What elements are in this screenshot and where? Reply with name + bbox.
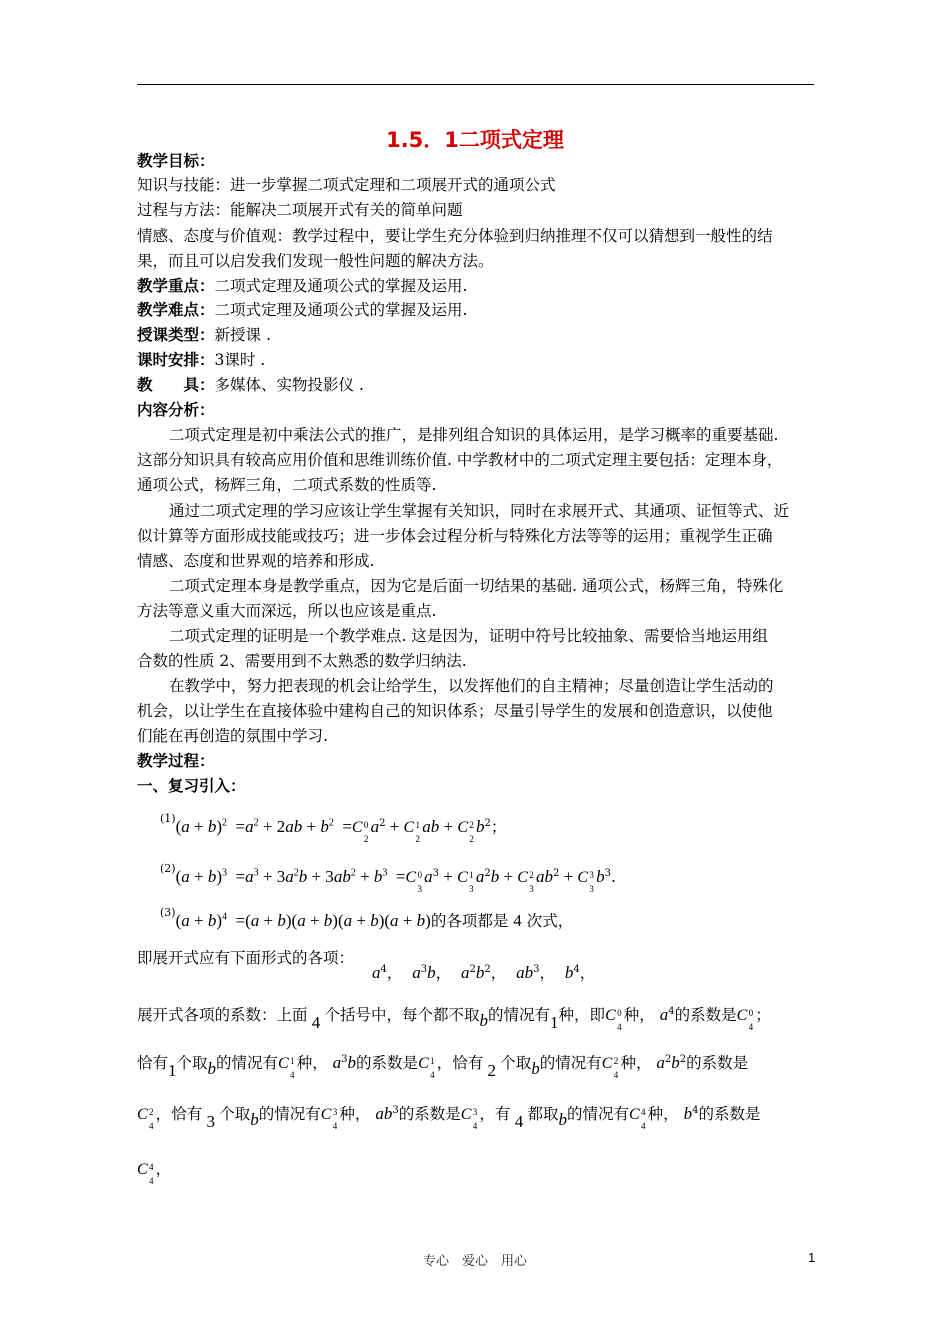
coef-is-3: 的系数是 (398, 1105, 461, 1123)
kind-4: 种， (647, 1105, 679, 1123)
analysis-heading: 内容分析： (137, 401, 215, 419)
coef-is-1: 的系数是 (356, 1054, 419, 1072)
analysis-p3-line2: 方法等意义重大而深远，所以也应该是重点. (137, 602, 437, 620)
terms-list: $a^4$， $a^3b$， $a^2b^2$， $ab^3$， $b^4$， (372, 963, 596, 982)
coef-kind: 种， (623, 1006, 655, 1024)
case-has-3: 的情况有 (258, 1105, 321, 1123)
analysis-p2-line2: 似计算等方面形成技能或技巧；进一步体会过程分析与特殊化方法等等的运用；重视学生正确 (137, 527, 773, 545)
item-number-2: (2) (160, 862, 176, 875)
coef-line-1: 展开式各项的系数：上面 4 个括号中，每个都不取b的情况有1种，即C 0 4 种， $a^4$的系数是C 0 4 ； (137, 1005, 771, 1032)
schedule-text: 3课时 . (214, 351, 266, 369)
analysis-p4-line1: 二项式定理的证明是一个教学难点. 这是因为，证明中符号比较抽象、需要恰当地运用组 (169, 627, 768, 645)
equation-2: $^{(2)}(a + b)^3 =a^3 + 3a^2b + 3ab^2 + b^3 =C$ 0 3 $a^3 + C$ 1 3 $a^2b + C$ 2 3 $ab^2 + C$ 3 3 $b^3$. (160, 862, 616, 894)
schedule-label: 课时安排： (137, 351, 215, 369)
coef-line-3: C 2 4 ，恰有 3 个取b的情况有C 3 4 种， $ab^3$的系数是C 3 4 ，有 4 都取b的情况有C 4 4 种， $b^4$的系数是 (137, 1104, 761, 1131)
analysis-p4-line2: 合数的性质 2、需要用到不太熟悉的数学归纳法. (137, 652, 467, 670)
analysis-p3-line1: 二项式定理本身是教学重点，因为它是后面一切结果的基础. 通项公式，杨辉三角，特殊化 (169, 577, 784, 595)
schedule (137, 349, 817, 371)
coef-line-2: 恰有1个取b的情况有C 1 4 种， $a^3b$的系数是C 1 4 ，恰有 2 个取b的情况有C 2 4 种， $a^2b^2$的系数是 (137, 1053, 749, 1080)
goal-process: 过程与方法：能解决二项展开式有关的简单问题 (137, 201, 463, 219)
tools-label: 教 具： (137, 376, 215, 394)
analysis-p2-line1: 通过二项式定理的学习应该让学生掌握有关知识，同时在求展开式、其通项、证恒等式、近 (169, 502, 790, 520)
footer-text: 专心 爱心 用心 (422, 1254, 527, 1269)
section-review: 一、复习引入： (137, 777, 246, 795)
analysis-p1-line3: 通项公式，杨辉三角，二项式系数的性质等. (137, 476, 437, 494)
eq3-end: 次式， (526, 912, 574, 930)
goal-emotion-2: 果，而且可以启发我们发现一般性问题的解决方法。 (137, 252, 494, 270)
take-3: 个取 (219, 1105, 251, 1123)
analysis-p1-line2: 这部分知识具有较高应用价值和思维训练价值. 中学教材中的二项式定理主要包括：定理本身， (137, 451, 783, 469)
exactly-3: 恰有 (171, 1105, 203, 1123)
have-4: ，有 (479, 1105, 511, 1123)
header-rule (137, 84, 814, 85)
analysis-p2-line3: 情感、态度和世界观的培养和形成. (137, 552, 375, 570)
case-has-4: 的情况有 (566, 1105, 629, 1123)
key-point (137, 275, 817, 297)
kind-2: 种， (620, 1054, 652, 1072)
case-has-1: 的情况有 (216, 1054, 279, 1072)
lesson-type (137, 324, 817, 346)
exactly-1: 恰有 (137, 1054, 169, 1072)
page-title: 1.5．1二项式定理 (386, 128, 564, 152)
analysis-p5-line3: 们能在再创造的氛围中学习. (137, 727, 328, 745)
degree-four: 4 (513, 911, 522, 930)
exactly-2: 恰有 (452, 1054, 484, 1072)
analysis-p5-line2: 机会，以让学生在直接体验中建构自己的知识体系；尽量引导学生的发展和创造意识，以使他 (137, 702, 773, 720)
tools-text: 多媒体、实物投影仪 . (214, 376, 364, 394)
kind-3: 种， (339, 1105, 371, 1123)
process-heading: 教学过程： (137, 752, 215, 770)
goals-heading: 教学目标： (137, 152, 215, 170)
difficulty-label: 教学难点： (137, 301, 215, 319)
coef-case-has: 的情况有 (488, 1006, 551, 1024)
analysis-p5-line1: 在教学中，努力把表现的机会让给学生，以发挥他们的自主精神；尽量创造让学生活动的 (169, 677, 774, 695)
coef-is: 的系数是 (674, 1006, 737, 1024)
tools (137, 374, 817, 396)
analysis-p1-line1: 二项式定理是初中乘法公式的推广，是排列组合知识的具体运用，是学习概率的重要基础. (169, 426, 779, 444)
item-number-3: (3) (160, 906, 176, 919)
coef-brackets: 个括号中，每个都不取 (324, 1006, 480, 1024)
goal-knowledge: 知识与技能：进一步掌握二项式定理和二项展开式的通项公式 (137, 176, 556, 194)
difficulty (137, 299, 817, 321)
terms-intro: 即展开式应有下面形式的各项： (137, 949, 355, 967)
equation-3: $^{(3)}(a + b)^4 =(a + b)(a + b)(a + b)(a + b)$的各项都是 4 次式， (160, 906, 574, 930)
item-number-1: (1) (160, 812, 176, 825)
coef-line-4: C 4 4 ， (137, 1160, 172, 1186)
key-point-label: 教学重点： (137, 277, 215, 295)
lesson-type-label: 授课类型： (137, 326, 215, 344)
coef-intro: 展开式各项的系数：上面 (137, 1006, 308, 1024)
coef-one-kind: 种，即 (558, 1006, 606, 1024)
page-number: 1 (808, 1250, 816, 1265)
goal-emotion-1: 情感、态度与价值观：教学过程中，要让学生充分体验到归纳推理不仅可以猜想到一般性的结 (137, 227, 773, 245)
coef-is-4: 的系数是 (698, 1105, 761, 1123)
equation-1: $^{(1)}(a + b)^2 =a^2 + 2ab + b^2 =C$ 0 2 $a^2 + C$ 1 2 ab + C 2 2 $b^2$； (160, 812, 507, 844)
kind-1: 种， (296, 1054, 328, 1072)
case-has-2: 的情况有 (539, 1054, 602, 1072)
key-point-text: 二项式定理及通项公式的掌握及运用. (214, 277, 468, 295)
difficulty-text: 二项式定理及通项公式的掌握及运用. (214, 301, 468, 319)
eq3-tail: 的各项都是 (430, 912, 509, 930)
take-1: 个取 (176, 1054, 208, 1072)
take-2: 个取 (500, 1054, 532, 1072)
lesson-type-text: 新授课 . (214, 326, 271, 344)
coef-is-2: 的系数是 (686, 1054, 749, 1072)
all-take: 都取 (527, 1105, 559, 1123)
